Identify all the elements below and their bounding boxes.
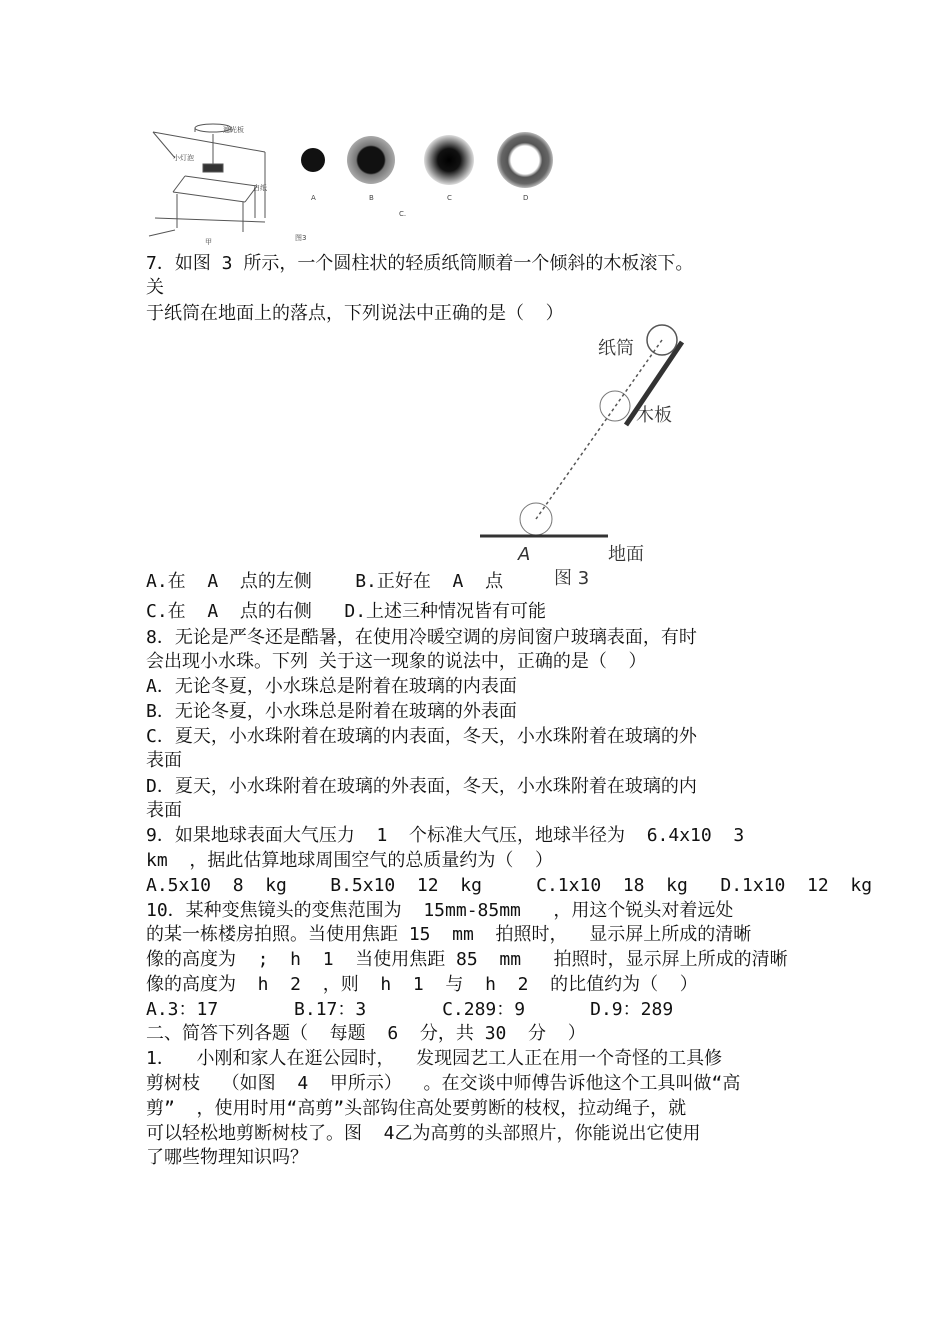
s2-q1-line1: 1． 小刚和家人在逛公园时， 发现园艺工人正在用一个奇怪的工具修 [146,1048,723,1069]
q9-options: A.5x10 8 kg B.5x10 12 kg C.1x10 18 kg D.1x10 12 kg [146,875,873,896]
q10-line4: 像的高度为 h 2 ，则 h 1 与 h 2 的比值约为（ ） [146,974,698,995]
q8-option-a: A．无论冬夏，小水珠总是附着在玻璃的内表面 [146,676,517,697]
q8-option-c1: C．夏天，小水珠附着在玻璃的内表面，冬天，小水珠附着在玻璃的外 [146,726,697,747]
s2-q1-line3: 剪” ，使用时用“高剪”头部钩住高处要剪断的枝杈，拉动绳子，就 [146,1098,687,1119]
label-lamp: 小灯泡 [173,154,194,162]
label-tube: 纸筒 [598,338,634,359]
label-plate: 白纸 [253,184,267,192]
q8-option-c2: 表面 [146,750,182,771]
apparatus-drawing [149,124,265,236]
label-ground: 地面 [608,544,644,565]
tube-middle [600,391,630,421]
s2-q1-line5: 了哪些物理知识吗？ [146,1147,308,1168]
label-cover: 遮光板 [223,126,244,134]
figure-top-caption: 图3 [295,234,307,242]
option-b: B [369,194,374,202]
label-point-a: A [518,544,531,565]
shadow-a [301,148,325,172]
q8-option-b: B．无论冬夏，小水珠总是附着在玻璃的外表面 [146,701,517,722]
q7-options-cd: C.在 A 点的右侧 D.上述三种情况皆有可能 [146,601,547,622]
q8-option-d1: D．夏天，小水珠附着在玻璃的外表面，冬天，小水珠附着在玻璃的内 [146,776,697,797]
option-c: C [447,194,452,202]
q8-option-d2: 表面 [146,800,182,821]
q7-line3: 于纸筒在地面上的落点，下列说法中正确的是（ ） [146,303,564,324]
label-jia: 甲 [205,238,212,246]
q9-line2: km ，据此估算地球周围空气的总质量约为（ ） [146,850,554,871]
q7-line1: 7．如图 3 所示，一个圆柱状的轻质纸筒顺着一个倾斜的木板滚下。 [146,253,694,274]
figure-caption: 图 3 [554,568,590,589]
label-c: C. [399,210,407,218]
experiment-figure [145,118,565,246]
section2-title: 二、简答下列各题（ 每题 6 分，共 30 分 ） [146,1023,586,1044]
trajectory-line [536,340,662,519]
q7-line2: 关 [146,277,164,298]
label-board: 木板 [636,405,672,426]
rolling-tube-figure [470,318,710,590]
q7-options-ab: A.在 A 点的左侧 B.正好在 A 点 [146,571,504,592]
option-d: D [523,194,529,202]
shadow-c [424,135,474,185]
q10-line3: 像的高度为 ; h 1 当使用焦距 85 mm 拍照时，显示屏上所成的清晰 [146,949,788,970]
q9-line1: 9．如果地球表面大气压力 1 个标准大气压，地球半径为 6.4x10 3 [146,825,745,846]
s2-q1-line4: 可以轻松地剪断树枝了。图 4乙为高剪的头部照片，你能说出它使用 [146,1123,701,1144]
shadow-b [347,136,395,184]
shadow-d [497,132,553,188]
q10-line1: 10．某种变焦镜头的变焦范围为 15mm-85mm ，用这个锐头对着远处 [146,900,734,921]
option-a: A [311,194,316,202]
q10-options: A.3：17 B.17：3 C.289：9 D.9：289 [146,999,674,1020]
s2-q1-line2: 剪树枝 （如图 4 甲所示） 。在交谈中师傅告诉他这个工具叫做“高 [146,1073,741,1094]
q10-line2: 的某一栋楼房拍照。当使用焦距 15 mm 拍照时， 显示屏上所成的清晰 [146,924,752,945]
q8-line1: 8．无论是严冬还是酷暑，在使用冷暖空调的房间窗户玻璃表面，有时 [146,627,697,648]
q8-line2: 会出现小水珠。下列 关于这一现象的说法中，正确的是（ ） [146,651,647,672]
